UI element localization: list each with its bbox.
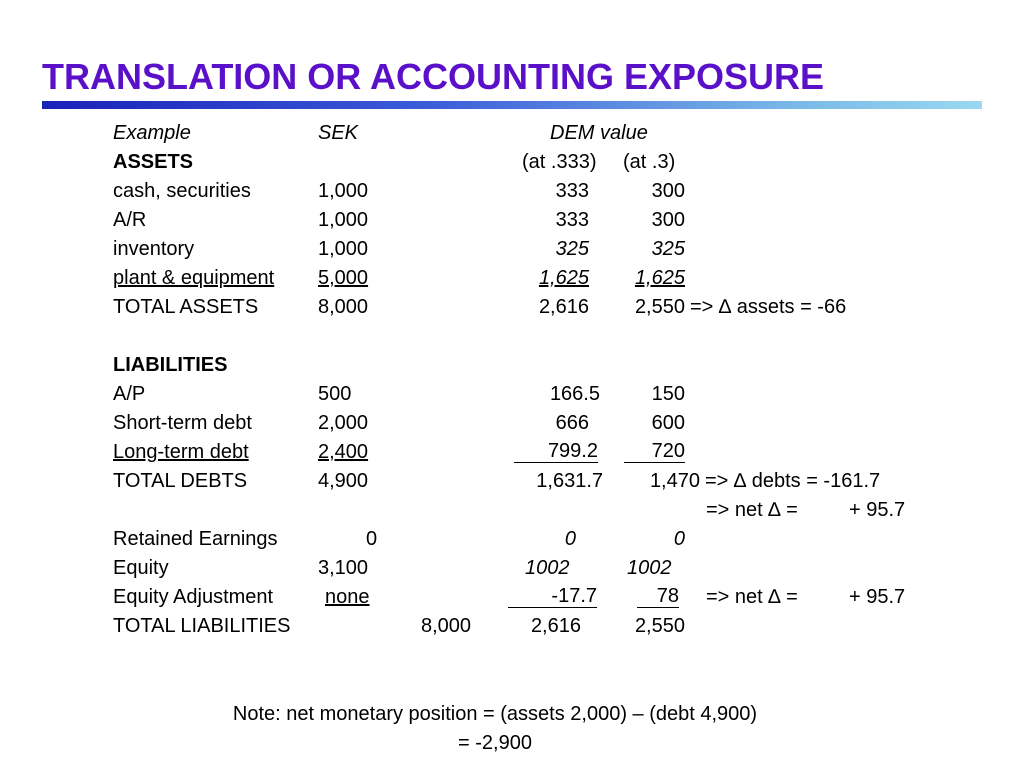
liability-sek: 500 — [318, 383, 352, 405]
asset-label: TOTAL ASSETS — [113, 296, 259, 318]
rate2-header: (at .3) — [623, 151, 676, 173]
asset-label: plant & equipment — [113, 267, 275, 289]
asset-dem1: 333 — [555, 180, 589, 202]
net-change-value: + 95.7 — [849, 499, 906, 521]
liability-dem2: 1,470 — [649, 470, 700, 492]
equity-dem2: 78 — [637, 585, 679, 608]
liability-label: Long-term debt — [113, 441, 249, 463]
asset-dem2: 300 — [651, 209, 685, 231]
assets-change-note: => ∆ assets = -66 — [690, 296, 847, 318]
liability-dem1: 1,631.7 — [536, 470, 603, 492]
equity-dem1: 0 — [564, 528, 576, 550]
slide-title: TRANSLATION OR ACCOUNTING EXPOSURE — [42, 56, 825, 97]
equity-dem1: -17.7 — [508, 585, 597, 608]
liability-dem2: 150 — [651, 383, 685, 405]
asset-dem2: 2,550 — [634, 296, 685, 318]
asset-dem2: 300 — [651, 180, 685, 202]
asset-dem2: 1,625 — [634, 267, 685, 289]
equity-sek: none — [325, 586, 370, 608]
equity-dem2: 2,550 — [634, 615, 685, 637]
liability-label: A/P — [113, 383, 146, 405]
equity-label: Equity — [113, 557, 169, 579]
equity-label: TOTAL LIABILITIES — [113, 615, 291, 637]
liability-dem2: 720 — [624, 440, 685, 463]
asset-label: inventory — [113, 238, 195, 260]
equity-sek: 3,100 — [318, 557, 369, 579]
equity-dem1: 2,616 — [530, 615, 581, 637]
net-change-arrow: => net ∆ = — [706, 586, 798, 608]
asset-label: cash, securities — [113, 180, 251, 202]
debts-change-note: => ∆ debts = -161.7 — [705, 470, 881, 492]
liability-dem2: 600 — [651, 412, 685, 434]
equity-dem2: 1002 — [627, 557, 672, 579]
asset-dem1: 1,625 — [538, 267, 589, 289]
asset-label: A/R — [113, 209, 147, 231]
net-change-arrow: => net ∆ = — [706, 499, 798, 521]
liability-label: TOTAL DEBTS — [113, 470, 248, 492]
asset-sek: 1,000 — [318, 238, 369, 260]
asset-dem1: 333 — [555, 209, 589, 231]
asset-dem1: 325 — [555, 238, 589, 260]
dem-value-header: DEM value — [550, 122, 648, 144]
assets-heading: ASSETS — [113, 151, 194, 173]
liability-sek: 2,000 — [318, 412, 369, 434]
liabilities-heading: LIABILITIES — [113, 354, 228, 376]
asset-sek: 8,000 — [318, 296, 369, 318]
asset-sek: 5,000 — [318, 267, 369, 289]
equity-dem1: 1002 — [525, 557, 570, 579]
equity-label: Retained Earnings — [113, 528, 278, 550]
example-label: Example — [113, 122, 191, 144]
rate1-header: (at .333) — [522, 151, 597, 173]
liability-label: Short-term debt — [113, 412, 252, 434]
equity-sek: 8,000 — [421, 615, 472, 637]
asset-sek: 1,000 — [318, 209, 369, 231]
sek-header: SEK — [318, 122, 359, 144]
note-line-2: = -2,900 — [458, 732, 532, 754]
liability-dem1: 799.2 — [514, 440, 598, 463]
net-change-value: + 95.7 — [849, 586, 906, 608]
title-underline — [42, 101, 982, 109]
asset-dem1: 2,616 — [538, 296, 589, 318]
note-line-1: Note: net monetary position = (assets 2,000) – (debt 4,900) — [232, 703, 758, 725]
liability-sek: 2,400 — [318, 441, 369, 463]
equity-dem2: 0 — [673, 528, 685, 550]
asset-sek: 1,000 — [318, 180, 369, 202]
liability-dem1: 666 — [555, 412, 589, 434]
asset-dem2: 325 — [651, 238, 685, 260]
equity-label: Equity Adjustment — [113, 586, 274, 608]
liability-sek: 4,900 — [318, 470, 369, 492]
equity-sek: 0 — [366, 528, 378, 550]
liability-dem1: 166.5 — [549, 383, 600, 405]
